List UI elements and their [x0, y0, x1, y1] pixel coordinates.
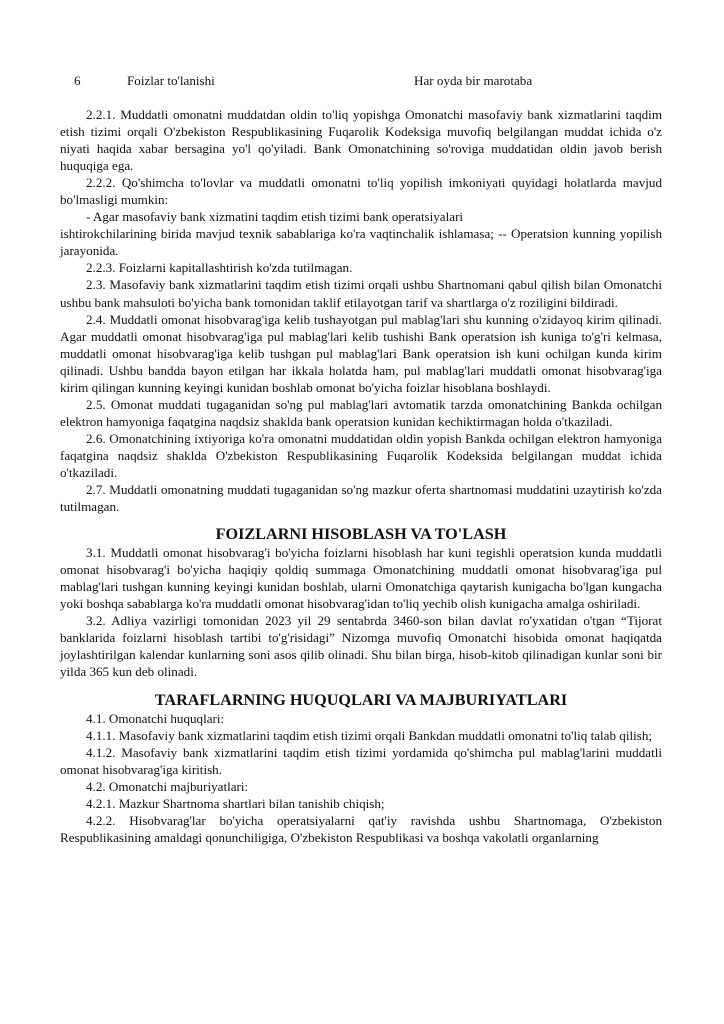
section-3-body	[60, 544, 662, 680]
paragraph-2-7: 2.7. Muddatli omonatning muddati tugaganidan so'ng mazkur oferta shartnomasi muddatini uzaytirish ko'zda tutilmagan.	[60, 482, 662, 515]
paragraph-2-2-2-continuation: ishtirokchilarining birida mavjud texnik sabablariga ko'ra vaqtinchalik ishlamasa; -- Operatsion kunning yopilish jarayonida.	[60, 226, 662, 259]
paragraph-2-6: 2.6. Omonatchining ixtiyoriga ko'ra omonatni muddatidan oldin yopish Bankda ochilgan elektron hamyoniga faqatgina naqdsiz shaklda O'zbekiston Respublikasining Fuqarolik Kodeksida belgilangan muddat ichida o'tkaziladi.	[60, 430, 662, 480]
paragraph-2-5: 2.5. Omonat muddati tugaganidan so'ng pul mablag'lari avtomatik tarzda omonatchining Bankda ochilgan elektron hamyoniga faqatgina naqdsiz shaklda bank operatsion kunidan kechiktirmagan holda o'tkaziladi.	[60, 396, 662, 429]
paragraph-4-2: 4.2. Omonatchi majburiyatlari:	[86, 778, 249, 794]
paragraph-4-1-1: 4.1.1. Masofaviy bank xizmatlarini taqdim etish tizimi orqali Bankdan muddatli omonatni to'liq talab qilish;	[86, 727, 653, 743]
paragraph-4-2-2: 4.2.2. Hisobvarag'lar bo'yicha operatsiyalarni qat'iy ravishda ushbu Shartnomaga, O'zbekiston Respublikasining amaldagi qonunchiligiga, O'zbekiston Respublikasi va boshqa vakolatli organlarning	[60, 812, 662, 845]
row-name: Foizlar to'lanishi	[127, 73, 215, 88]
section-3-heading: FOIZLARNI HISOBLASH VA TO'LASH	[215, 525, 507, 544]
section-4-heading: TARAFLARNING HUQUQLARI VA MAJBURIYATLARI	[154, 690, 568, 709]
paragraph-3-2: 3.2. Adliya vazirligi tomonidan 2023 yil 29 sentabrda 3460-son bilan davlat ro'yxatidan o'tgan “Tijorat banklarida foizlarni hisoblash tartibi to'g'risidagi” Nizomga muvofiq Omonatchi hisobida omonat haqiqatda joylashtirilgan kalendar kunlarning soni asos qilib olinadi. Shu bilan birga, hisob-kitob qilinadigan kunlar soni bir yilda 365 kun deb olinadi.	[60, 613, 662, 680]
row-number: 6	[74, 73, 81, 88]
section-2-body	[60, 106, 662, 515]
paragraph-4-1-2: 4.1.2. Masofaviy bank xizmatlarini taqdim etish tizimi yordamida qo'shimcha pul mablag'larini muddatli omonat hisobvarag'iga kiritish.	[60, 744, 662, 777]
table-row	[60, 72, 662, 89]
paragraph-2-2-2: 2.2.2. Qo'shimcha to'lovlar va muddatli omonatni to'liq yopilish imkoniyati quyidagi holatlarda mavjud bo'lmasligi mumkin:	[60, 175, 662, 208]
paragraph-2-2-2-item: - Agar masofaviy bank xizmatini taqdim etish tizimi bank operatsiyalari	[86, 209, 464, 225]
paragraph-2-2-1: 2.2.1. Muddatli omonatni muddatdan oldin to'liq yopishga Omonatchi masofaviy bank xizmatlarini taqdim etish tizimi orqali O'zbekiston Respublikasining Fuqarolik Kodeksiga muvofiq belgilangan muddat ichida o'z niyati haqida xabar bersagina yo'l qo'yiladi. Bank Omonatchining so'roviga muddatidan oldin javob berish huquqiga ega.	[60, 107, 662, 174]
paragraph-2-4: 2.4. Muddatli omonat hisobvarag'iga kelib tushayotgan pul mablag'lari shu kunning o'zidayoq kirim qilinadi. Agar muddatli omonat hisobvarag'iga pul mablag'lari kelib tushishi Bank operatsion ish kuniga to'g'ri kelmasa, muddatli omonat hisobvarag'iga kelib tushgan pul mablag'lari Bank operatsion ish kuni ochilgan kunda kirim qilinadi. Ushbu bandda bayon etilgan har ikkala holatda ham, pul mablag'lari muddatli omonat hisobvarag'iga kirim qilingan kunning keyingi kunidan boshlab omonat bo'yicha foizlar hisoblana boshlaydi.	[60, 311, 662, 395]
section-4-body	[60, 710, 662, 846]
paragraph-4-2-1: 4.2.1. Mazkur Shartnoma shartlari bilan tanishib chiqish;	[86, 795, 385, 811]
document-page	[60, 72, 662, 846]
paragraph-4-1: 4.1. Omonatchi huquqlari:	[86, 710, 225, 726]
paragraph-2-2-3: 2.2.3. Foizlarni kapitallashtirish ko'zda tutilmagan.	[86, 260, 353, 276]
paragraph-2-3: 2.3. Masofaviy bank xizmatlarini taqdim etish tizimi orqali ushbu Shartnomani qabul qilish bilan Omonatchi ushbu bank mahsuloti bo'yicha bank tomonidan taklif etilayotgan tarif va shartlarga o'z roziligini bildiradi.	[60, 277, 662, 310]
paragraph-3-1: 3.1. Muddatli omonat hisobvarag'i bo'yicha foizlarni hisoblash har kuni tegishli operatsion kunda muddatli omonat hisobvarag'i bo'yicha haqiqiy qoldiq summaga Omonatchining muddatli omonat hisobvarag'iga pul mablag'lari tushgan kunning keyingi kunidan boshlab, ularni Omonatchiga qaytarish kunigacha bo'lgan kungacha yoki boshqa sabablarga ko'ra muddatli omonat hisobvarag'idan to'liq yechib olish kunigacha amalga oshiriladi.	[60, 545, 662, 612]
row-frequency: Har oyda bir marotaba	[414, 73, 533, 88]
